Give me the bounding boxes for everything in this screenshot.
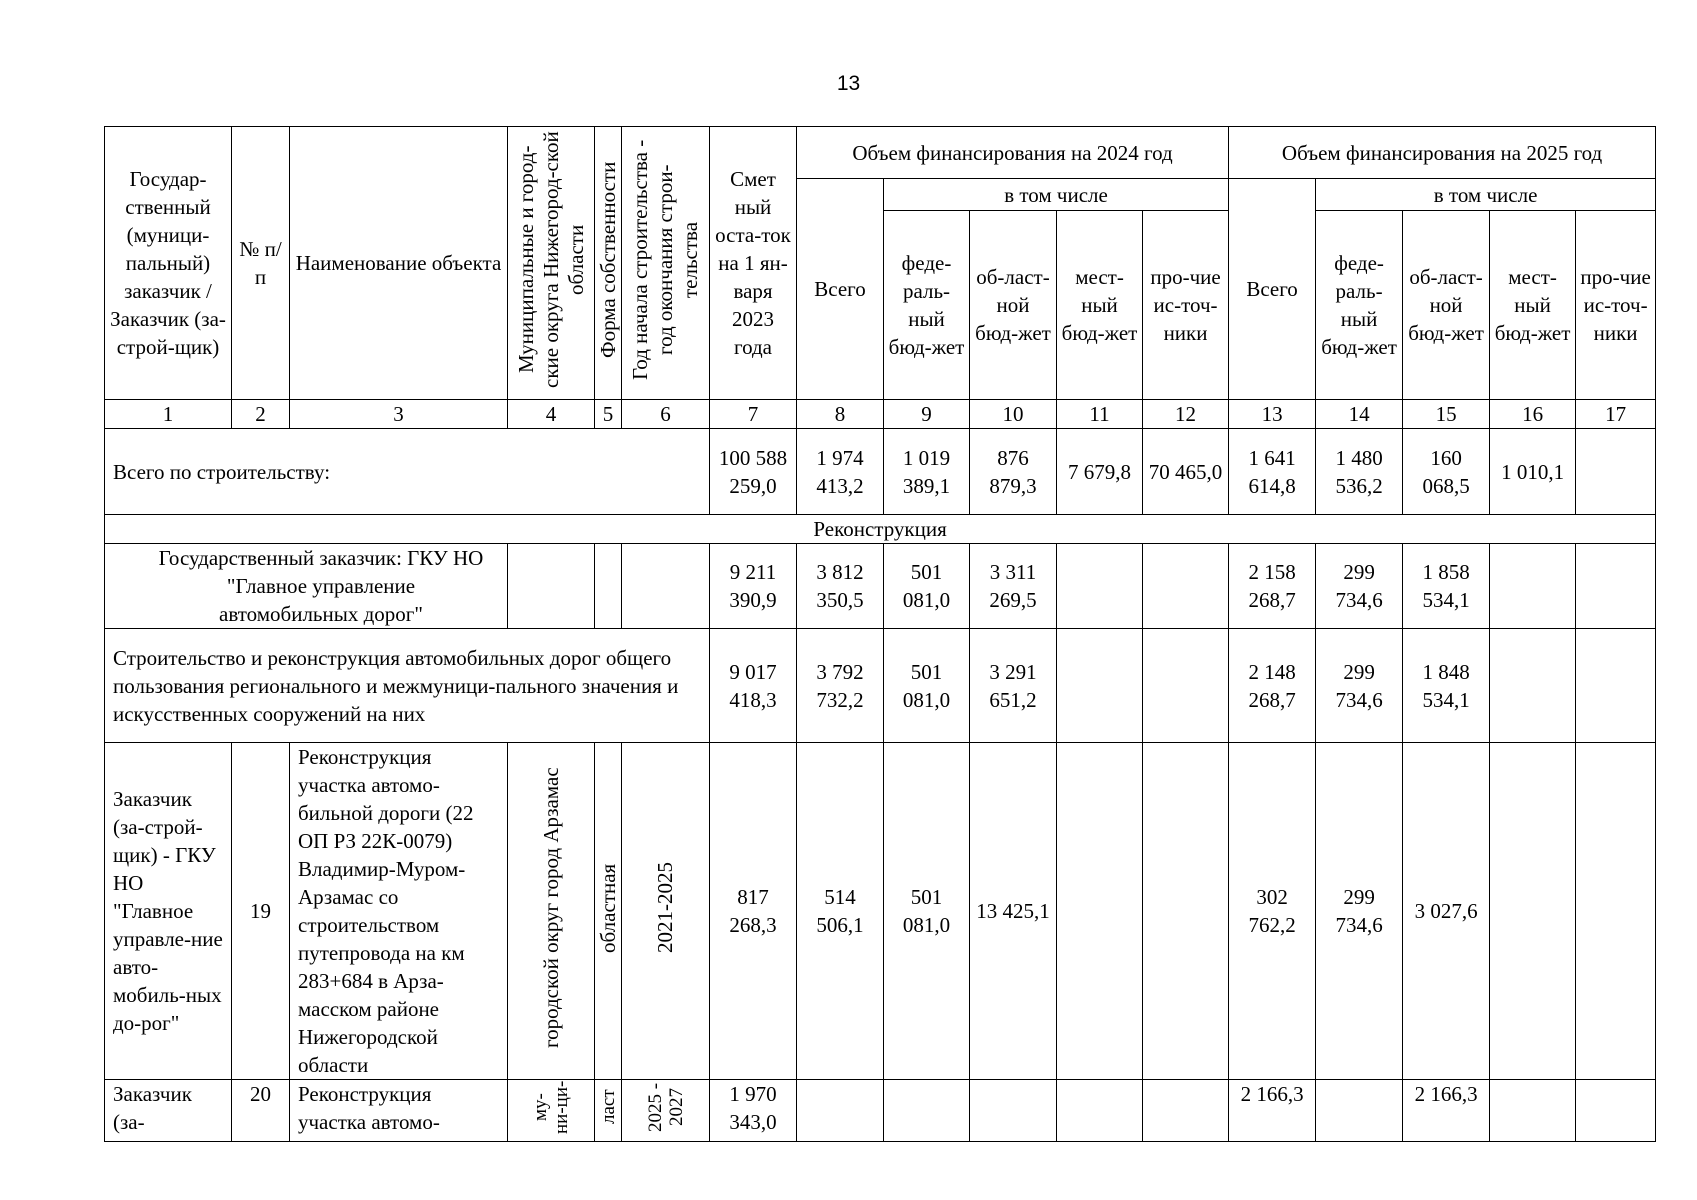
value-cell — [1057, 1080, 1143, 1142]
column-number: 12 — [1143, 400, 1229, 429]
value-cell: 2 166,3 — [1229, 1080, 1316, 1142]
value-cell: 1 641 614,8 — [1229, 429, 1316, 515]
value-cell — [1576, 743, 1656, 1080]
years-cell: 2025 - 2027 — [644, 1082, 687, 1132]
empty-cell — [508, 544, 595, 629]
column-number: 13 — [1229, 400, 1316, 429]
num-cell: 19 — [232, 743, 290, 1080]
value-cell: 2 148 268,7 — [1229, 629, 1316, 743]
header-total-2024: Всего — [797, 179, 884, 400]
column-number: 3 — [290, 400, 508, 429]
header-federal-2025: феде-раль-ный бюд-жет — [1316, 211, 1403, 400]
header-federal-2024: феде-раль-ный бюд-жет — [884, 211, 970, 400]
value-cell: 1 010,1 — [1490, 429, 1576, 515]
column-number: 2 — [232, 400, 290, 429]
total-label: Всего по строительству: — [105, 429, 710, 515]
value-cell — [1057, 743, 1143, 1080]
ownership-cell: ласт — [597, 1089, 619, 1125]
column-number: 4 — [508, 400, 595, 429]
section-title: Реконструкция — [105, 515, 1656, 544]
page-number: 13 — [836, 72, 861, 95]
value-cell: 1 858 534,1 — [1403, 544, 1490, 629]
years-cell: 2021-2025 — [653, 862, 677, 953]
state-customer-label: Государственный заказчик: ГКУ НО "Главное управление автомобильных дорог" — [105, 544, 508, 629]
value-cell — [1576, 544, 1656, 629]
municipality-cell: городской округ город Арзамас — [538, 767, 563, 1048]
header-other-2025: про-чие ис-точ-ники — [1576, 211, 1656, 400]
column-number: 1 — [105, 400, 232, 429]
value-cell — [1057, 544, 1143, 629]
column-number: 10 — [970, 400, 1057, 429]
total-row — [105, 429, 1656, 515]
header-regional-2025: об-ласт-ной бюд-жет — [1403, 211, 1490, 400]
header-num: № п/п — [232, 127, 290, 400]
value-cell: 1 480 536,2 — [1316, 429, 1403, 515]
column-number: 16 — [1490, 400, 1576, 429]
header-object-name: Наименование объекта — [290, 127, 508, 400]
column-number: 17 — [1576, 400, 1656, 429]
object-name-cell: Реконструкция участка автомо-бильной дороги (22 ОП РЗ 22К-0079) Владимир-Муром-Арзамас со строительством путепровода на км 283+684 в Арза-масском районе Нижегородской области — [290, 743, 508, 1080]
header-customer: Государ-ственный (муници-пальный) заказчик /Заказчик (за-строй-щик) — [105, 127, 232, 400]
municipality-cell: му-ни-ци- — [530, 1080, 572, 1134]
header-ownership: Форма собственности — [595, 161, 620, 358]
value-cell: 70 465,0 — [1143, 429, 1229, 515]
value-cell: 514 506,1 — [797, 743, 884, 1080]
value-cell: 3 812 350,5 — [797, 544, 884, 629]
header-local-2024: мест-ный бюд-жет — [1057, 211, 1143, 400]
value-cell — [797, 1080, 884, 1142]
header-total-2025: Всего — [1229, 179, 1316, 400]
header-balance: Смет ный оста-ток на 1 ян-варя 2023 года — [710, 127, 797, 400]
value-cell: 1 019 389,1 — [884, 429, 970, 515]
value-cell — [884, 1080, 970, 1142]
column-number: 14 — [1316, 400, 1403, 429]
column-number: 7 — [710, 400, 797, 429]
value-cell: 160 068,5 — [1403, 429, 1490, 515]
column-number-row — [105, 400, 1656, 429]
value-cell: 3 311 269,5 — [970, 544, 1057, 629]
value-cell: 9 211 390,9 — [710, 544, 797, 629]
column-number: 5 — [595, 400, 622, 429]
empty-cell — [622, 544, 710, 629]
value-cell: 302 762,2 — [1229, 743, 1316, 1080]
header-municipality: Муниципальные и город-ские округа Нижегород-ской области — [513, 131, 588, 388]
column-number: 8 — [797, 400, 884, 429]
value-cell: 299 734,6 — [1316, 544, 1403, 629]
ownership-cell: областная — [595, 862, 620, 953]
value-cell — [1143, 743, 1229, 1080]
object-name-cell: Реконструкция участка автомо- — [290, 1080, 508, 1142]
value-cell — [1143, 629, 1229, 743]
program-label: Строительство и реконструкция автомобильных дорог общего пользования регионального и межмуници-пального значения и искусственных сооружений на них — [105, 629, 710, 743]
section-row — [105, 515, 1656, 544]
value-cell — [1057, 629, 1143, 743]
value-cell: 3 291 651,2 — [970, 629, 1057, 743]
header-incl-2024: в том числе — [884, 179, 1229, 211]
value-cell — [1316, 1080, 1403, 1142]
value-cell — [1490, 629, 1576, 743]
value-cell — [1490, 544, 1576, 629]
header-fin-2024: Объем финансирования на 2024 год — [797, 127, 1229, 179]
value-cell: 2 166,3 — [1403, 1080, 1490, 1142]
value-cell: 7 679,8 — [1057, 429, 1143, 515]
header-regional-2024: об-ласт-ной бюд-жет — [970, 211, 1057, 400]
value-cell: 299 734,6 — [1316, 629, 1403, 743]
value-cell: 876 879,3 — [970, 429, 1057, 515]
value-cell — [1490, 1080, 1576, 1142]
column-number: 6 — [622, 400, 710, 429]
value-cell: 501 081,0 — [884, 544, 970, 629]
header-years: Год начала строительства - год окончания строи-тельства — [628, 139, 702, 380]
customer-cell: Заказчик (за- — [105, 1080, 232, 1142]
value-cell — [1576, 429, 1656, 515]
header-other-2024: про-чие ис-точ-ники — [1143, 211, 1229, 400]
financing-table — [104, 126, 1656, 1142]
value-cell — [1143, 1080, 1229, 1142]
value-cell: 100 588 259,0 — [710, 429, 797, 515]
table-row — [105, 743, 1656, 1080]
value-cell: 299 734,6 — [1316, 743, 1403, 1080]
value-cell: 501 081,0 — [884, 629, 970, 743]
value-cell: 3 027,6 — [1403, 743, 1490, 1080]
value-cell: 1 848 534,1 — [1403, 629, 1490, 743]
value-cell: 1 974 413,2 — [797, 429, 884, 515]
column-number: 15 — [1403, 400, 1490, 429]
column-number: 11 — [1057, 400, 1143, 429]
header-incl-2025: в том числе — [1316, 179, 1656, 211]
empty-cell — [595, 544, 622, 629]
value-cell — [1143, 544, 1229, 629]
value-cell: 9 017 418,3 — [710, 629, 797, 743]
state-customer-row — [105, 544, 1656, 629]
value-cell: 501 081,0 — [884, 743, 970, 1080]
value-cell: 1 970 343,0 — [710, 1080, 797, 1142]
program-row — [105, 629, 1656, 743]
value-cell — [1490, 743, 1576, 1080]
num-cell: 20 — [232, 1080, 290, 1142]
header-fin-2025: Объем финансирования на 2025 год — [1229, 127, 1656, 179]
value-cell: 817 268,3 — [710, 743, 797, 1080]
table-row — [105, 1080, 1656, 1142]
value-cell — [970, 1080, 1057, 1142]
value-cell: 13 425,1 — [970, 743, 1057, 1080]
value-cell — [1576, 1080, 1656, 1142]
value-cell — [1576, 629, 1656, 743]
value-cell: 2 158 268,7 — [1229, 544, 1316, 629]
column-number: 9 — [884, 400, 970, 429]
value-cell: 3 792 732,2 — [797, 629, 884, 743]
customer-cell: Заказчик (за-строй-щик) - ГКУ НО "Главное управле-ние авто-мобиль-ных до-рог" — [105, 743, 232, 1080]
header-local-2025: мест-ный бюд-жет — [1490, 211, 1576, 400]
